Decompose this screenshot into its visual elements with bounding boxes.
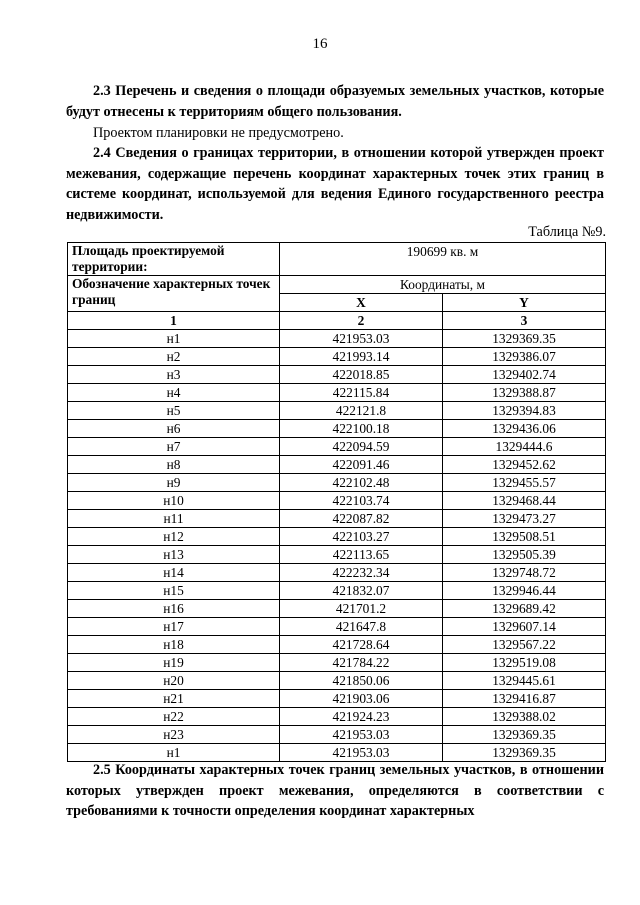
point-cell: н6	[68, 420, 280, 438]
x-cell: 422091.46	[280, 456, 443, 474]
point-cell: н13	[68, 546, 280, 564]
area-label: Площадь проектируемой территории:	[68, 243, 280, 276]
table-row	[68, 654, 606, 672]
y-cell: 1329394.83	[443, 402, 606, 420]
point-cell: н22	[68, 708, 280, 726]
y-cell: 1329567.22	[443, 636, 606, 654]
y-cell: 1329436.06	[443, 420, 606, 438]
table-row	[68, 600, 606, 618]
point-cell: н14	[68, 564, 280, 582]
y-cell: 1329748.72	[443, 564, 606, 582]
point-cell: н12	[68, 528, 280, 546]
col-num-2: 2	[280, 312, 443, 330]
area-value: 190699 кв. м	[280, 243, 606, 276]
y-cell: 1329452.62	[443, 456, 606, 474]
point-cell: н1	[68, 744, 280, 762]
x-cell: 421924.23	[280, 708, 443, 726]
table-row	[68, 528, 606, 546]
coordinates-table	[67, 242, 606, 762]
x-cell: 422103.74	[280, 492, 443, 510]
y-cell: 1329455.57	[443, 474, 606, 492]
x-cell: 422102.48	[280, 474, 443, 492]
x-cell: 422115.84	[280, 384, 443, 402]
y-cell: 1329369.35	[443, 330, 606, 348]
point-cell: н7	[68, 438, 280, 456]
point-cell: н3	[68, 366, 280, 384]
table-row	[68, 618, 606, 636]
points-label: Обозначение характерных точек границ	[68, 276, 280, 312]
y-cell: 1329388.02	[443, 708, 606, 726]
point-cell: н15	[68, 582, 280, 600]
x-cell: 422018.85	[280, 366, 443, 384]
section-2-3-note: Проектом планировки не предусмотрено.	[93, 125, 344, 141]
x-cell: 421953.03	[280, 330, 443, 348]
table-row	[68, 690, 606, 708]
table-row	[68, 510, 606, 528]
area-row	[68, 243, 606, 276]
table-row	[68, 726, 606, 744]
col-num-3: 3	[443, 312, 606, 330]
table-row	[68, 474, 606, 492]
point-cell: н2	[68, 348, 280, 366]
table-row	[68, 366, 606, 384]
y-cell: 1329416.87	[443, 690, 606, 708]
x-cell: 422087.82	[280, 510, 443, 528]
point-cell: н5	[68, 402, 280, 420]
y-cell: 1329519.08	[443, 654, 606, 672]
x-cell: 422094.59	[280, 438, 443, 456]
x-cell: 421832.07	[280, 582, 443, 600]
x-cell: 421728.64	[280, 636, 443, 654]
x-cell: 421993.14	[280, 348, 443, 366]
point-cell: н4	[68, 384, 280, 402]
column-number-row	[68, 312, 606, 330]
y-cell: 1329689.42	[443, 600, 606, 618]
point-cell: н19	[68, 654, 280, 672]
table-row	[68, 456, 606, 474]
x-cell: 422103.27	[280, 528, 443, 546]
point-cell: н16	[68, 600, 280, 618]
y-cell: 1329402.74	[443, 366, 606, 384]
y-cell: 1329468.44	[443, 492, 606, 510]
table-row	[68, 438, 606, 456]
header-row-1	[68, 276, 606, 294]
col-num-1: 1	[68, 312, 280, 330]
x-cell: 421953.03	[280, 744, 443, 762]
table-row	[68, 708, 606, 726]
point-cell: н20	[68, 672, 280, 690]
x-cell: 421850.06	[280, 672, 443, 690]
x-cell: 422113.65	[280, 546, 443, 564]
point-cell: н1	[68, 330, 280, 348]
x-cell: 421647.8	[280, 618, 443, 636]
table-row	[68, 492, 606, 510]
table-row	[68, 672, 606, 690]
section-2-3-heading: 2.3 Перечень и сведения о площади образуемых земельных участков, которые будут отнесены к территориям общего пользования.	[66, 83, 604, 120]
table-caption: Таблица №9.	[528, 224, 606, 240]
y-cell: 1329445.61	[443, 672, 606, 690]
x-cell: 422232.34	[280, 564, 443, 582]
y-cell: 1329508.51	[443, 528, 606, 546]
x-cell: 421903.06	[280, 690, 443, 708]
point-cell: н21	[68, 690, 280, 708]
y-cell: 1329607.14	[443, 618, 606, 636]
x-cell: 421784.22	[280, 654, 443, 672]
y-cell: 1329369.35	[443, 744, 606, 762]
y-cell: 1329505.39	[443, 546, 606, 564]
point-cell: н8	[68, 456, 280, 474]
table-row	[68, 546, 606, 564]
table-row	[68, 402, 606, 420]
col-y-header: Y	[443, 294, 606, 312]
table-row	[68, 744, 606, 762]
table-row	[68, 582, 606, 600]
table-row	[68, 384, 606, 402]
point-cell: н18	[68, 636, 280, 654]
coords-label: Координаты, м	[280, 276, 606, 294]
x-cell: 422100.18	[280, 420, 443, 438]
col-x-header: X	[280, 294, 443, 312]
y-cell: 1329473.27	[443, 510, 606, 528]
x-cell: 421953.03	[280, 726, 443, 744]
table-row	[68, 330, 606, 348]
table-row	[68, 636, 606, 654]
section-2-5-heading: 2.5 Координаты характерных точек границ земельных участков, в отношении которых утвержден проект межевания, определяются в соответствии с требованиями к точности определения координат характерных	[66, 762, 604, 819]
x-cell: 422121.8	[280, 402, 443, 420]
table-row	[68, 420, 606, 438]
y-cell: 1329369.35	[443, 726, 606, 744]
point-cell: н9	[68, 474, 280, 492]
y-cell: 1329444.6	[443, 438, 606, 456]
table-row	[68, 348, 606, 366]
y-cell: 1329388.87	[443, 384, 606, 402]
point-cell: н10	[68, 492, 280, 510]
x-cell: 421701.2	[280, 600, 443, 618]
point-cell: н11	[68, 510, 280, 528]
y-cell: 1329386.07	[443, 348, 606, 366]
page-number: 16	[312, 36, 328, 52]
y-cell: 1329946.44	[443, 582, 606, 600]
section-2-4-heading: 2.4 Сведения о границах территории, в отношении которой утвержден проект межевания, содержащие перечень координат характерных точек этих границ в системе координат, используемой для ведения Единого государственного реестра недвижимости.	[66, 145, 604, 223]
point-cell: н23	[68, 726, 280, 744]
table-row	[68, 564, 606, 582]
point-cell: н17	[68, 618, 280, 636]
